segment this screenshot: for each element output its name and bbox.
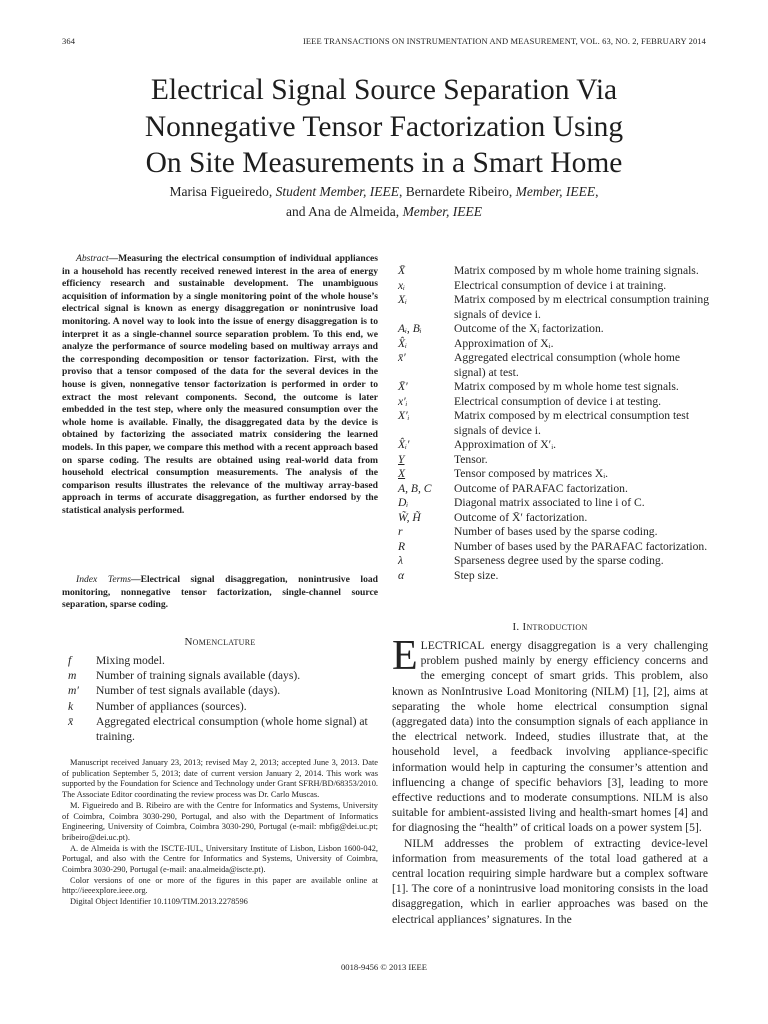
- author-membership: Member, IEEE: [515, 184, 596, 199]
- running-header: [62, 36, 706, 50]
- symbol-definition: Approximation of X′ᵢ.: [454, 438, 557, 451]
- abstract: [62, 253, 378, 517]
- symbol-definition: Outcome of X̄′ factorization.: [454, 510, 588, 524]
- nomenclature-symbol: m′: [68, 684, 79, 698]
- symbol: W̃, H̃: [398, 510, 421, 524]
- abstract-dash: —: [108, 253, 119, 264]
- author-membership: Student Member, IEEE: [275, 184, 399, 199]
- symbol: r: [398, 525, 403, 538]
- title-line: Nonnegative Tensor Factorization Using: [144, 110, 624, 143]
- symbol: X̄′: [398, 380, 408, 393]
- author-line: [60, 182, 708, 202]
- symbol-item: [398, 351, 710, 380]
- footnote-color-versions: Color versions of one or more of the figures in this paper are available online at http://ieeexplore.ieee.org.: [62, 875, 378, 896]
- symbol-item: [398, 496, 710, 511]
- symbol: X: [398, 467, 406, 480]
- nomenclature-item: [62, 714, 378, 744]
- symbol-item: [398, 438, 710, 453]
- symbol-definition: Outcome of the Xᵢ factorization.: [454, 322, 604, 335]
- abstract-lead: Abstract: [76, 253, 109, 264]
- symbol-item: [398, 482, 710, 497]
- symbol-item: [398, 569, 710, 584]
- symbol-item: [398, 554, 710, 569]
- symbol-definition: Sparseness degree used by the sparse coding.: [454, 554, 664, 567]
- symbol: Y: [398, 452, 405, 466]
- intro-paragraph-2: NILM addresses the problem of extracting device-level information from measurements of the total load gathered at a central location requiring simple hardware but a complex software [1]. The core of a nonintrusive load monitoring consists in the load disaggregation, which in earlier approaches was based on the electrical appliances’ signatures. In the: [392, 836, 708, 926]
- author-list: [60, 182, 708, 222]
- nomenclature-item: [62, 699, 378, 714]
- intro-smallcaps: LECTRICAL: [420, 639, 485, 652]
- symbol-definition: Matrix composed by m electrical consumption test signals of device i.: [454, 409, 690, 437]
- symbol-item: [398, 540, 710, 555]
- nomenclature-heading: Nomenclature: [184, 636, 256, 648]
- first-page-footnote: [62, 758, 378, 908]
- nomenclature-symbol: m: [68, 669, 77, 683]
- author-line: [60, 202, 708, 222]
- journal-name: IEEE TRANSACTIONS ON INSTRUMENTATION AND MEASUREMENT, VOL. 63, NO. 2, FEBRUARY 2014: [302, 36, 706, 46]
- intro-paragraph-1-text: energy disaggregation is a very challenging problem pushed mainly by energy efficiency concerns and the emerging concept of smart grids. This problem, also known as NonIntrusive Load Monitoring (NILM) [1], [2], aims at separating the whole home electrical consumption signal (aggregated data) into the consumption signals of each appliance in the electrical network. Indeed, studies illustrate that, at the household level, a feedback involving appliance-specific information would help in capturing the consumer’s attention and influencing a change of specific behaviors [3], leading to more effective reductions and to moderate consumptions. NILM is also suitable for ambient-assisted living and health-smart homes [4] and for diagnosing the “health” of critical loads on a power system [5].: [392, 639, 708, 835]
- index-terms-text: Electrical signal disaggregation, nonintrusive load monitoring, nonnegative tensor factorization, single-channel source separation, sparse coding.: [62, 574, 378, 611]
- symbol-item: [398, 467, 710, 482]
- symbol-item: [398, 264, 710, 279]
- section-numeral: I.: [512, 621, 523, 633]
- symbol-item: [398, 322, 710, 337]
- author-name: and Ana de Almeida,: [285, 204, 403, 219]
- footnote-manuscript: Manuscript received January 23, 2013; revised May 2, 2013; accepted June 3, 2013. Date of publication September 5, 2013; date of current version January 2, 2014. This work was supported by the Foundation for Science and Technology under Grant SFRH/BD/68353/2010. The Associate Editor coordinating the review process was Dr. Carlo Muscas.: [62, 758, 378, 800]
- introduction-body: [392, 633, 708, 927]
- paper-title: [60, 72, 708, 182]
- symbol-definition: Matrix composed by m whole home test signals.: [454, 380, 679, 393]
- symbol-item: [398, 511, 710, 526]
- symbol: Aᵢ, Bᵢ: [398, 322, 422, 335]
- intro-paragraph-1: [392, 633, 708, 836]
- symbol-definition: Aggregated electrical consumption (whole home signal) at test.: [454, 351, 680, 379]
- section-title: Introduction: [522, 621, 588, 633]
- footnote-doi: Digital Object Identifier 10.1109/TIM.2013.2278596: [70, 897, 248, 907]
- index-terms: [62, 574, 378, 612]
- symbol: λ: [398, 554, 404, 567]
- drop-cap: E: [392, 633, 418, 679]
- index-terms-dash: —: [130, 574, 141, 585]
- symbol-definition: Matrix composed by m whole home training signals.: [454, 264, 699, 277]
- symbol-definition: Approximation of Xᵢ.: [454, 336, 554, 350]
- symbol: R: [398, 539, 406, 553]
- footnote-affiliation-2: A. de Almeida is with the ISCTE-IUL, Universitary Institute of Lisbon, Lisbon 1600-042, Portugal, and also with the Centre for Informatics and Systems, University of Coimbra, Coimbra 3030-290, Portugal (e-mail: ana.almeida@iscte.pt).: [62, 843, 378, 875]
- symbol-definition: Step size.: [454, 568, 499, 582]
- symbol-list: [398, 264, 710, 583]
- author-name: Marisa Figueiredo,: [169, 184, 276, 199]
- author-membership: Member, IEEE: [402, 204, 483, 219]
- symbol-item: [398, 279, 710, 294]
- nomenclature-item: [62, 653, 378, 668]
- copyright-footer: 0018-9456 © 2013 IEEE: [340, 962, 427, 972]
- symbol: X̂ᵢ: [398, 336, 407, 350]
- nomenclature-definition: Number of appliances (sources).: [96, 699, 247, 713]
- symbol: xᵢ: [398, 278, 405, 292]
- symbol-definition: Electrical consumption of device i at testing.: [454, 394, 662, 408]
- nomenclature-definition: Number of test signals available (days).: [96, 684, 281, 698]
- symbol-item: [398, 395, 710, 410]
- symbol: X̄: [398, 264, 406, 277]
- symbol-item: [398, 380, 710, 395]
- nomenclature-symbol: x̄: [68, 714, 74, 728]
- symbol: Xᵢ: [398, 293, 407, 306]
- symbol: x′ᵢ: [398, 394, 408, 408]
- symbol-definition: Tensor.: [454, 452, 488, 466]
- nomenclature-definition: Number of training signals available (days).: [96, 669, 301, 683]
- footnote-affiliation-1: M. Figueiredo and B. Ribeiro are with the Centre for Informatics and Systems, University of Coimbra, Coimbra 3030-290, Portugal, and also with the Department of Informatics Engineering, University of Coimbra, Coimbra 3030-290, Portugal (e-mail: mbfig@dei.uc.pt; bribeiro@dei.uc.pt).: [62, 800, 378, 842]
- symbol-definition: Matrix composed by m electrical consumption training signals of device i.: [454, 293, 710, 321]
- abstract-text: Measuring the electrical consumption of individual appliances in a household has recently received renewed interest in the area of energy efficiency research and sustainable development. The unambiguous acquisition of information by a single monitoring point of the whole house’s electrical signal is known as energy disaggregation or nonintrusive load monitoring. A novel way to look into the issue of energy disaggregation is to interpret it as a single-channel source separation problem. To this end, we analyze the performance of source modeling based on multiway arrays and the corresponding decomposition or tensor factorization. First, with the proviso that a tensor composed of the data for the several devices in the house is given, nonnegative tensor factorization is performed in order to extract the most relevant components. Second, the outcome is later embedded in the test step, where only the measured consumption over the whole home is available. Finally, the disaggregated data by the device is obtained by factorizing the associated matrix considering the learned models. In this paper, we compare this method with a recent approach based on sparse coding. The results are obtained using real-world data from household electrical consumption measurements. The analysis of the comparison results illustrates the relevance of the multiway array-based approach in terms of accurate disaggregation, as further endorsed by the statistical analysis performed.: [62, 253, 378, 516]
- symbol-item: [398, 453, 710, 468]
- nomenclature-item: [62, 668, 378, 683]
- symbol-item: [398, 293, 710, 322]
- symbol-definition: Diagonal matrix associated to line i of C.: [454, 496, 645, 509]
- symbol-item: [398, 337, 710, 352]
- author-separator: ,: [595, 184, 599, 199]
- nomenclature-definition: Mixing model.: [96, 654, 165, 667]
- author-name: , Bernardete Ribeiro,: [399, 184, 516, 199]
- symbol: A, B, C: [398, 481, 432, 495]
- symbol: α: [398, 568, 405, 582]
- symbol-definition: Electrical consumption of device i at training.: [454, 278, 667, 292]
- symbol-item: [398, 409, 710, 438]
- nomenclature-symbol: f: [68, 654, 72, 667]
- symbol: x̄′: [398, 351, 406, 364]
- index-terms-lead: Index Terms: [76, 574, 131, 585]
- symbol: X′ᵢ: [398, 409, 410, 422]
- symbol-definition: Number of bases used by the sparse coding.: [454, 525, 658, 538]
- symbol-definition: Number of bases used by the PARAFAC factorization.: [454, 539, 708, 553]
- nomenclature-symbol: k: [68, 699, 74, 713]
- title-line: Electrical Signal Source Separation Via: [150, 74, 618, 106]
- nomenclature-item: [62, 683, 378, 698]
- symbol-definition: Outcome of PARAFAC factorization.: [454, 481, 628, 495]
- nomenclature-list: [62, 653, 378, 744]
- symbol: X̂ᵢ′: [398, 438, 410, 451]
- page-number: 364: [62, 36, 76, 46]
- symbol: Dᵢ: [398, 496, 409, 509]
- nomenclature-definition: Aggregated electrical consumption (whole home signal) at training.: [96, 714, 368, 744]
- title-line: On Site Measurements in a Smart Home: [145, 147, 623, 179]
- symbol-definition: Tensor composed by matrices Xᵢ.: [454, 467, 609, 480]
- symbol-item: [398, 525, 710, 540]
- introduction-heading: [392, 621, 708, 633]
